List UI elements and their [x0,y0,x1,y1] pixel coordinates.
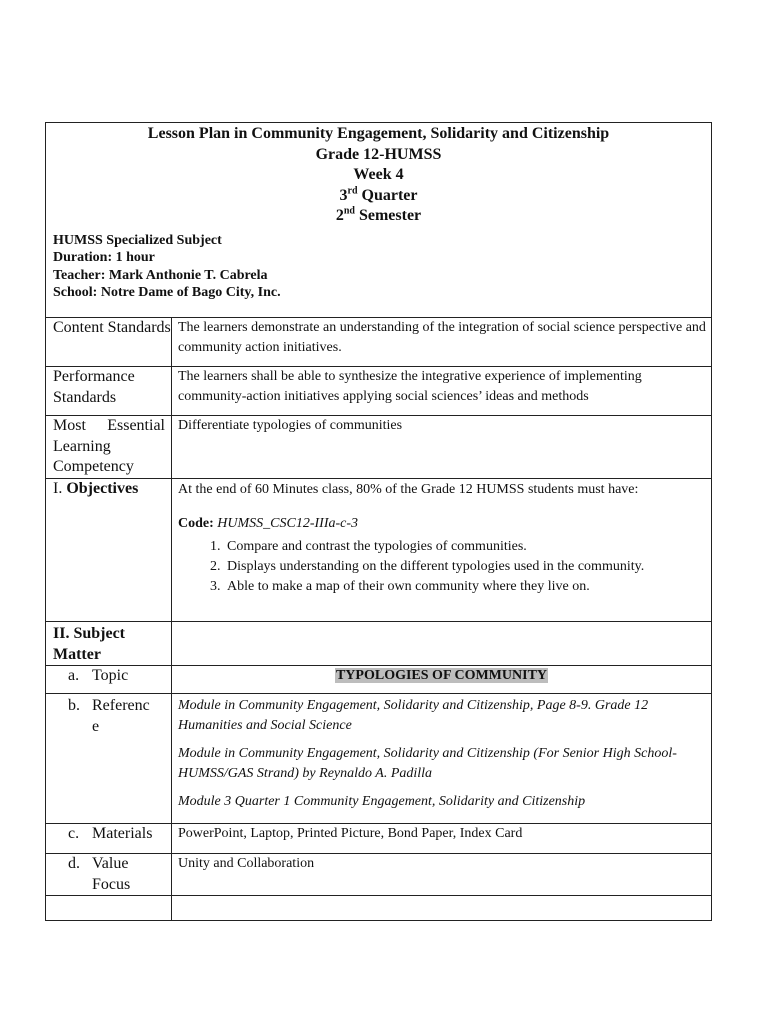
document-title: Lesson Plan in Community Engagement, Solidarity and Citizenship [147,125,610,142]
objective-item: 2. Displays understanding on the different typologies used in the community. [224,557,711,577]
reference-label: b. Referenc e [46,694,172,824]
objectives-label: I. Objectives [46,479,172,622]
subject-matter-label: II. Subject Matter [46,622,172,666]
subject-matter-value [172,622,712,666]
header-row [46,123,712,318]
header-cell [46,123,712,318]
content-standards-label: Content Standards [46,318,172,367]
empty-cell [172,896,712,921]
objectives-intro: At the end of 60 Minutes class, 80% of the Grade 12 HUMSS students must have: [178,482,639,497]
quarter-line: 3rd Quarter [339,185,418,204]
performance-standards-label: Performance Standards [46,367,172,416]
materials-label: c. Materials [46,824,172,854]
objectives-code: Code: HUMSS_CSC12-IIIa-c-3 [178,515,359,531]
topic-label: a. Topic [46,666,172,694]
value-focus-label: d. Value Focus [46,854,172,896]
topic-value: TYPOLOGIES OF COMMUNITY [172,666,712,694]
week-line: Week 4 [353,166,404,183]
reference-value [172,694,712,824]
subject-line: HUMSS Specialized Subject [53,232,222,248]
materials-row [46,824,712,854]
empty-cell [46,896,172,921]
school-line: School: Notre Dame of Bago City, Inc. [53,285,281,300]
reference-item: Module 3 Quarter 1 Community Engagement, Solidarity and Citizenship [178,794,586,809]
reference-row [46,694,712,824]
melc-row [46,416,712,479]
grade-line: Grade 12-HUMSS [315,145,442,163]
semester-line: 2nd Semester [335,205,422,224]
subject-matter-row [46,622,712,666]
materials-value: PowerPoint, Laptop, Printed Picture, Bond Paper, Index Card [172,824,712,854]
reference-item: Module in Community Engagement, Solidarity and Citizenship (For Senior High School-HUMSS/GAS Strand) by Reynaldo A. Padilla [178,746,677,781]
teacher-line: Teacher: Mark Anthonie T. Cabrela [53,267,268,283]
empty-row [46,896,712,921]
value-focus-value: Unity and Collaboration [172,854,712,896]
content-standards-value: The learners demonstrate an understanding of the integration of social science perspective and community action initiatives. [172,318,712,367]
lesson-plan-table [45,122,712,921]
value-focus-row [46,854,712,896]
performance-standards-row [46,367,712,416]
objectives-row [46,479,712,622]
objective-item: 3. Able to make a map of their own community where they live on. [224,577,711,597]
topic-row [46,666,712,694]
objective-item: 1. Compare and contrast the typologies of communities. [224,537,711,557]
melc-label: Most Essential Learning Competency [46,416,172,479]
performance-standards-value: The learners shall be able to synthesize the integrative experience of implementing community-action initiatives applying social sciences’ ideas and methods [172,367,712,416]
content-standards-row [46,318,712,367]
meta-block [46,227,711,302]
duration-line: Duration: 1 hour [53,250,155,265]
melc-value: Differentiate typologies of communities [172,416,712,479]
reference-item: Module in Community Engagement, Solidarity and Citizenship, Page 8-9. Grade 12 Humanities and Social Science [178,698,649,733]
objectives-list [178,537,711,597]
objectives-value [172,479,712,622]
title-block [46,123,711,227]
